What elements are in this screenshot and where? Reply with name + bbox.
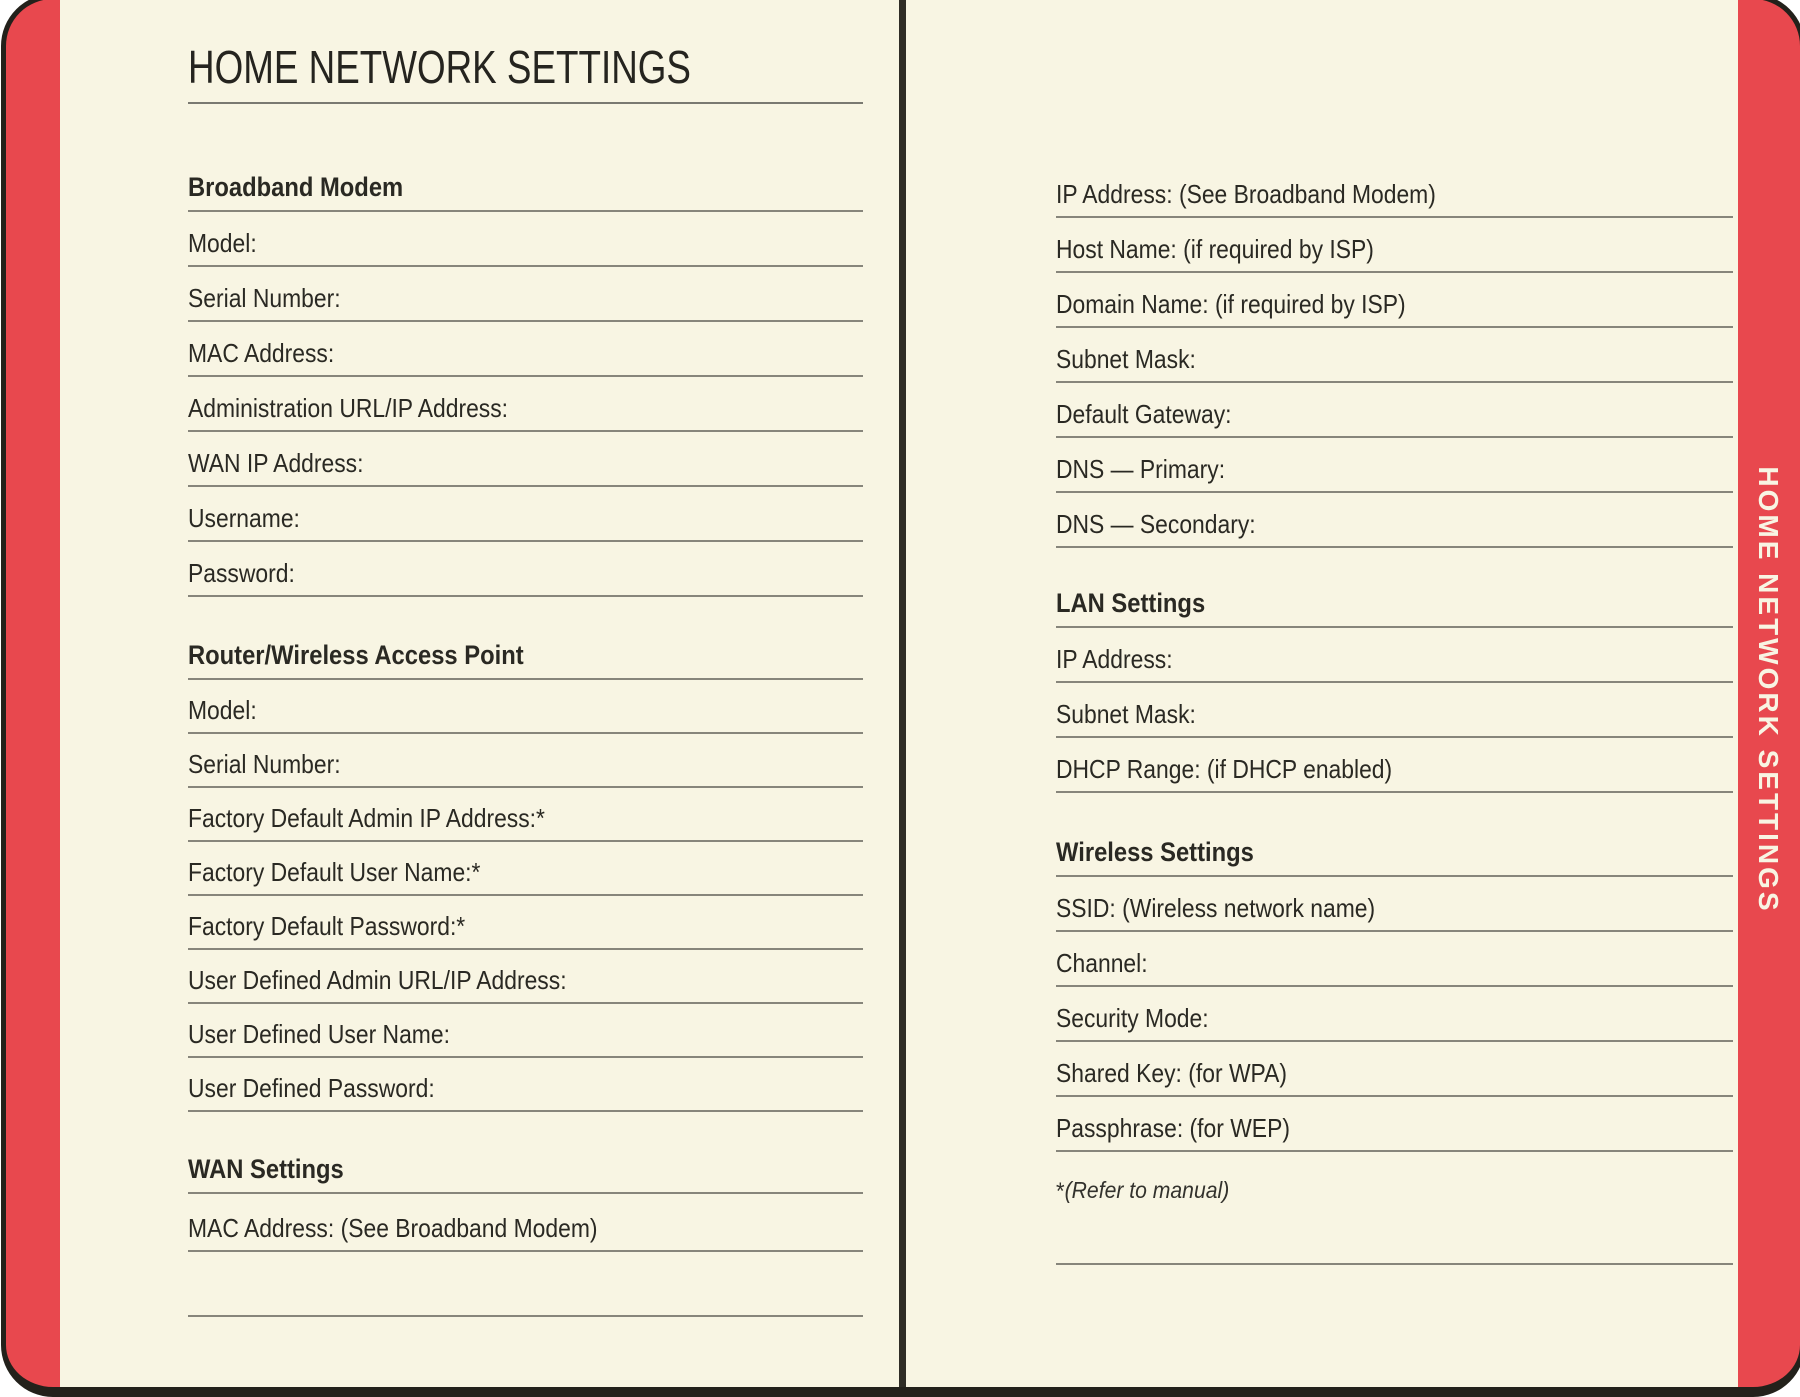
field-label: MAC Address: [188,338,335,368]
field-label: Security Mode: [1056,1003,1209,1033]
form-field-row [1056,683,1733,738]
right-page-form [1056,163,1733,1265]
form-field-row [188,1004,863,1058]
field-label: IP Address: (See Broadband Modem) [1056,179,1436,209]
field-label: Username: [188,503,300,533]
form-field-row [188,542,863,597]
section-heading: Broadband Modem [188,172,404,202]
field-label: IP Address: [1056,644,1173,674]
form-field-row [188,322,863,377]
form-field-row [188,734,863,788]
form-field-row [188,377,863,432]
form-field-row [1056,328,1733,383]
field-label: DNS — Primary: [1056,454,1226,484]
field-label: Model: [188,695,257,725]
form-field-row [188,487,863,542]
form-field-row [1056,383,1733,438]
field-label: User Defined Admin URL/IP Address: [188,965,567,995]
left-page [188,0,863,1387]
form-field-row [188,212,863,267]
form-field-row [1056,877,1733,932]
form-field-row [1056,163,1733,218]
field-label: Serial Number: [188,283,341,313]
field-label: SSID: (Wireless network name) [1056,893,1376,923]
form-field-row [188,1194,863,1252]
form-field-row [1056,738,1733,793]
form-field-row [1056,493,1733,548]
form-field-row [188,788,863,842]
page-title-row [188,0,863,104]
field-label: Shared Key: (for WPA) [1056,1058,1287,1088]
section-heading-row [188,625,863,680]
spine-tab-label: HOME NETWORK SETTINGS [1753,466,1784,914]
form-field-row [188,1058,863,1112]
footnote-asterisk: * [1056,1178,1065,1205]
form-field-row [188,432,863,487]
footnote [1056,1168,1733,1204]
field-label: Serial Number: [188,749,341,779]
form-field-row [1056,987,1733,1042]
blank-write-in-line [1056,1204,1733,1265]
field-label: Factory Default User Name:* [188,857,481,887]
form-field-row [188,680,863,734]
form-field-row [188,842,863,896]
field-label: Model: [188,228,257,258]
spine-tab [1748,466,1788,914]
form-field-row [1056,218,1733,273]
form-field-row [1056,1042,1733,1097]
right-page [1056,0,1733,1387]
left-page-form [188,157,863,1317]
form-field-row [188,896,863,950]
field-label: DHCP Range: (if DHCP enabled) [1056,754,1393,784]
field-label: Domain Name: (if required by ISP) [1056,289,1406,319]
form-field-row [188,950,863,1004]
field-label: User Defined User Name: [188,1019,450,1049]
form-field-row [1056,438,1733,493]
section-heading: Router/Wireless Access Point [188,640,524,670]
field-label: MAC Address: (See Broadband Modem) [188,1213,598,1243]
field-label: Subnet Mask: [1056,344,1196,374]
field-label: Password: [188,558,295,588]
field-label: DNS — Secondary: [1056,509,1256,539]
section-heading: WAN Settings [188,1154,344,1184]
field-label: Default Gateway: [1056,399,1232,429]
field-label: Factory Default Admin IP Address:* [188,803,545,833]
field-label: Channel: [1056,948,1148,978]
field-label: Administration URL/IP Address: [188,393,509,423]
form-field-row [188,267,863,322]
form-field-row [1056,628,1733,683]
section-heading: Wireless Settings [1056,837,1254,867]
section-heading-row [1056,573,1733,628]
field-label: User Defined Password: [188,1073,435,1103]
field-label: WAN IP Address: [188,448,364,478]
field-label: Subnet Mask: [1056,699,1196,729]
form-field-row [1056,273,1733,328]
section-heading-row [1056,822,1733,877]
footnote-text [1056,1179,1229,1204]
form-field-row [1056,1097,1733,1152]
section-heading-row [188,1139,863,1194]
footnote-label: (Refer to manual) [1064,1177,1230,1203]
section-heading: LAN Settings [1056,588,1206,618]
form-field-row [1056,932,1733,987]
field-label: Passphrase: (for WEP) [1056,1113,1290,1143]
field-label: Host Name: (if required by ISP) [1056,234,1374,264]
page-gutter-divider [899,0,906,1387]
section-heading-row [188,157,863,212]
page-title: HOME NETWORK SETTINGS [188,41,691,93]
blank-write-in-line [188,1252,863,1317]
field-label: Factory Default Password:* [188,911,466,941]
